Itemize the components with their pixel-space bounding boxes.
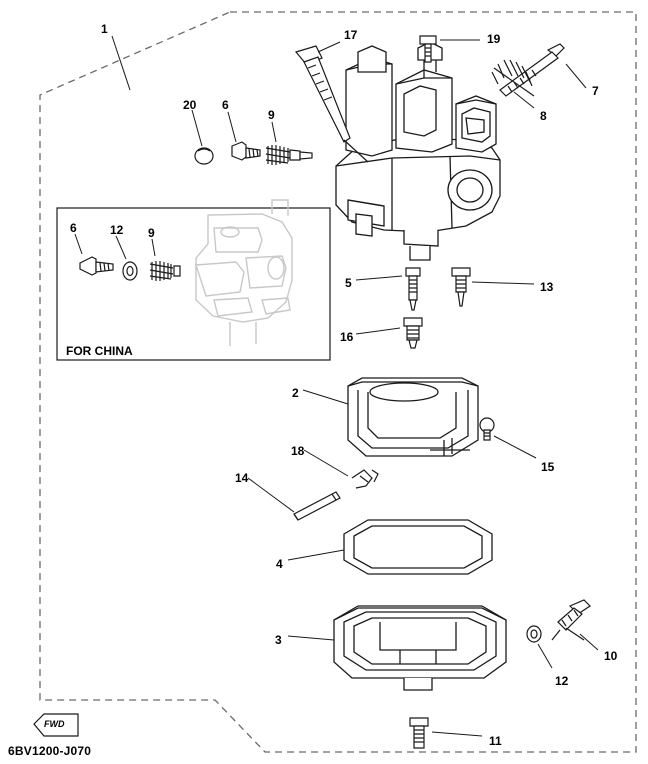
callout-12b: 12: [555, 674, 569, 688]
bolt-11: [410, 718, 428, 748]
callout-6i: 6: [70, 221, 77, 235]
jet-parts-group: [404, 268, 470, 348]
main-jet-16: [404, 318, 422, 348]
callout-7: 7: [592, 84, 599, 98]
carburetor-main-body: [336, 42, 500, 260]
callout-5: 5: [345, 276, 352, 290]
float-arm-spring-18: [352, 470, 378, 488]
float-pin-14: [294, 492, 340, 520]
inset-o-ring-12: [123, 262, 137, 280]
callout-9t: 9: [268, 108, 275, 122]
callout-15: 15: [541, 460, 555, 474]
gasket-4: [344, 520, 492, 574]
spring-9-top: [266, 145, 312, 165]
inset-box-for-china: [57, 208, 330, 360]
callout-2: 2: [292, 386, 299, 400]
float-chamber-bowl-3: [334, 606, 506, 690]
float-chamber-body-2: [348, 378, 478, 456]
drain-screw-10: [552, 600, 590, 640]
callout-18: 18: [291, 444, 305, 458]
callout-12i: 12: [110, 223, 124, 237]
callout-10: 10: [604, 649, 618, 663]
o-ring-12-bottom: [527, 626, 541, 642]
main-nozzle-5: [406, 268, 420, 310]
callout-6t: 6: [222, 98, 229, 112]
screw-6-top: [232, 142, 260, 160]
callout-19: 19: [487, 32, 501, 46]
callout-13: 13: [540, 280, 554, 294]
callout-16: 16: [340, 330, 354, 344]
callout-20: 20: [183, 98, 197, 112]
callout-11: 11: [489, 734, 502, 748]
top-small-parts-group: [195, 142, 312, 165]
part-code-label: 6BV1200-J070: [8, 744, 92, 758]
cap-plug-20: [195, 148, 213, 164]
callout-17: 17: [344, 28, 358, 42]
callout-9i: 9: [148, 226, 155, 240]
callout-3: 3: [275, 633, 282, 647]
inset-label-for-china: FOR CHINA: [66, 344, 133, 358]
fwd-direction-label: FWD: [44, 719, 65, 729]
screw-15: [480, 418, 494, 440]
callout-8: 8: [540, 109, 547, 123]
pilot-screw-13: [452, 268, 470, 306]
callout-14: 14: [235, 471, 249, 485]
callout-1: 1: [101, 22, 108, 36]
callout-4: 4: [276, 557, 283, 571]
